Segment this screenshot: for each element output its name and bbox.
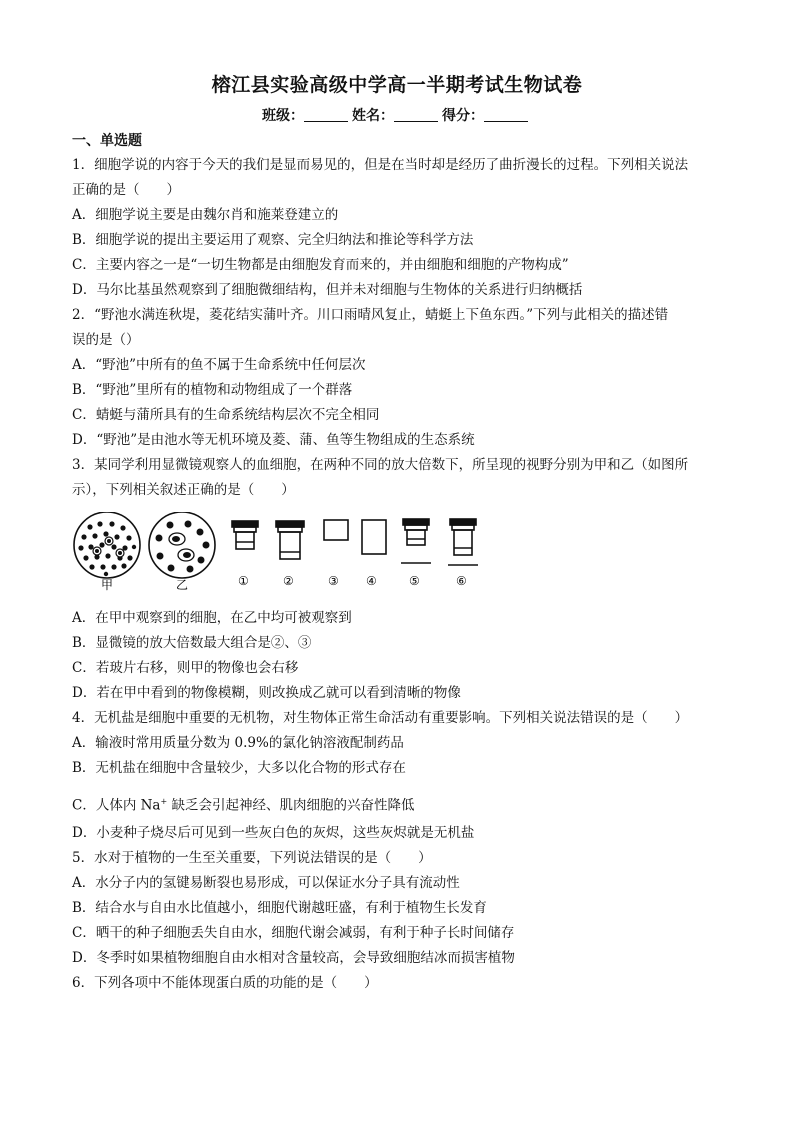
q1-stem-line2: 正确的是（ ） bbox=[72, 182, 180, 198]
q3-option-d: D．若在甲中看到的物像模糊，则改换成乙就可以看到清晰的物像 bbox=[72, 685, 461, 701]
lens-1 bbox=[232, 521, 258, 549]
q5-option-a: A．水分子内的氢键易断裂也易形成，可以保证水分子具有流动性 bbox=[72, 875, 460, 891]
label-2: ② bbox=[283, 574, 294, 588]
q5-option-b: B．结合水与自由水比值越小，细胞代谢越旺盛，有利于植物生长发育 bbox=[72, 900, 487, 916]
page-title: 榕江县实验高级中学高一半期考试生物试卷 bbox=[211, 74, 583, 96]
label-4: ④ bbox=[366, 574, 377, 588]
q4-option-b: B．无机盐在细胞中含量较少，大多以化合物的形式存在 bbox=[72, 760, 406, 776]
lens-2 bbox=[276, 521, 304, 559]
class-label: 班级： bbox=[262, 108, 304, 124]
q4-option-d: D．小麦种子烧尽后可见到一些灰白色的灰烬，这些灰烬就是无机盐 bbox=[72, 825, 475, 841]
q5-option-d: D．冬季时如果植物细胞自由水相对含量较高，会导致细胞结冰而损害植物 bbox=[72, 950, 515, 966]
q4-option-c bbox=[72, 792, 722, 816]
label-6: ⑥ bbox=[456, 574, 467, 588]
q1-option-a: A．细胞学说主要是由魏尔肖和施莱登建立的 bbox=[72, 207, 339, 223]
q3-stem-line2: 示），下列相关叙述正确的是（ ） bbox=[72, 482, 295, 498]
q2-option-c: C．蜻蜓与蒲所具有的生命系统结构层次不完全相同 bbox=[72, 407, 380, 423]
field-of-view-jia bbox=[74, 512, 140, 578]
q3-stem-line1: 3．某同学利用显微镜观察人的血细胞，在两种不同的放大倍数下，所呈现的视野分别为甲和乙（如图所 bbox=[72, 457, 689, 473]
lens-6 bbox=[448, 519, 478, 565]
label-3: ③ bbox=[328, 574, 339, 588]
q4-option-c-pre: C．人体内 Na bbox=[72, 797, 161, 814]
section-heading: 一、单选题 bbox=[72, 133, 142, 149]
q6-stem: 6．下列各项中不能体现蛋白质的功能的是（ ） bbox=[72, 975, 378, 991]
q1-stem-line1: 1．细胞学说的内容于今天的我们是显而易见的，但是在当时却是经历了曲折漫长的过程。下列相关说法 bbox=[72, 157, 689, 173]
q1-option-b: B．细胞学说的提出主要运用了观察、完全归纳法和推论等科学方法 bbox=[72, 232, 474, 248]
student-info-line bbox=[0, 105, 794, 125]
q4-option-a: A．输液时常用质量分数为 0.9%的氯化钠溶液配制药品 bbox=[72, 735, 404, 751]
lens-4 bbox=[362, 520, 386, 554]
name-blank bbox=[394, 107, 438, 122]
q3-option-a: A．在甲中观察到的细胞，在乙中均可被观察到 bbox=[72, 610, 352, 626]
lens-5 bbox=[401, 519, 431, 563]
q2-stem-line1: 2．“野池水满连秋堤，菱花结实蒲叶齐。川口雨晴风复止，蜻蜓上下鱼东西。”下列与此相关的描述错 bbox=[72, 307, 669, 323]
q2-option-a: A．“野池”中所有的鱼不属于生命系统中任何层次 bbox=[72, 357, 366, 373]
q5-stem: 5．水对于植物的一生至关重要，下列说法错误的是（ ） bbox=[72, 850, 432, 866]
q1-option-d: D．马尔比基虽然观察到了细胞微细结构，但并未对细胞与生物体的关系进行归纳概括 bbox=[72, 282, 583, 298]
q3-option-b: B．显微镜的放大倍数最大组合是②、③ bbox=[72, 635, 312, 651]
q2-stem-line2: 误的是（） bbox=[72, 332, 140, 348]
lens-3 bbox=[324, 520, 348, 540]
q3-option-c: C．若玻片右移，则甲的物像也会右移 bbox=[72, 660, 299, 676]
label-jia: 甲 bbox=[101, 578, 114, 592]
q4-option-c-sup: + bbox=[160, 797, 168, 806]
q1-option-c: C．主要内容之一是“一切生物都是由细胞发育而来的，并由细胞和细胞的产物构成” bbox=[72, 257, 569, 273]
score-blank bbox=[484, 107, 528, 122]
field-of-view-yi bbox=[149, 512, 215, 578]
q5-option-c: C．晒干的种子细胞丢失自由水，细胞代谢会减弱，有利于种子长时间储存 bbox=[72, 925, 515, 941]
label-yi: 乙 bbox=[176, 578, 189, 592]
microscope-figure bbox=[70, 512, 500, 592]
q2-option-d: D．“野池”是由池水等无机环境及菱、蒲、鱼等生物组成的生态系统 bbox=[72, 432, 475, 448]
q4-stem: 4．无机盐是细胞中重要的无机物，对生物体正常生命活动有重要影响。下列相关说法错误的是（ ） bbox=[72, 710, 689, 726]
label-1: ① bbox=[238, 574, 249, 588]
class-blank bbox=[304, 107, 348, 122]
q4-option-c-post: 缺乏会引起神经、肌肉细胞的兴奋性降低 bbox=[167, 797, 415, 814]
q2-option-b: B．“野池”里所有的植物和动物组成了一个群落 bbox=[72, 382, 353, 398]
label-5: ⑤ bbox=[409, 574, 420, 588]
score-label: 得分： bbox=[442, 108, 484, 124]
name-label: 姓名： bbox=[352, 108, 394, 124]
